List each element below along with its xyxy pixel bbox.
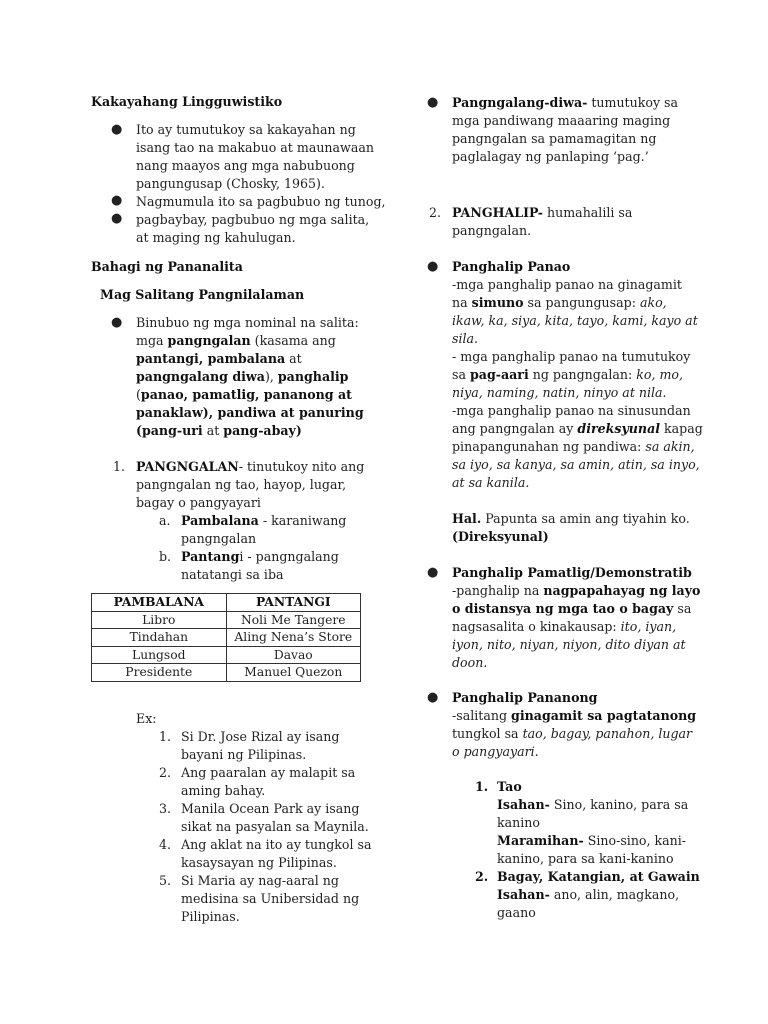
bullet-icon: ● xyxy=(111,122,123,137)
bullet-icon: ● xyxy=(111,193,123,208)
table-row xyxy=(92,629,361,647)
table-cell: Tindahan xyxy=(92,629,227,647)
table-cell: Libro xyxy=(92,611,227,629)
table-row xyxy=(92,664,361,682)
list-number: 2. xyxy=(475,869,489,884)
example-item: Si Dr. Jose Rizal ay isang bayani ng Pilipinas. xyxy=(181,729,340,762)
example-item: Manila Ocean Park ay isang sikat na pasyalan sa Maynila. xyxy=(181,801,369,834)
panghalip-definition: PANGHALIP- humahalili sa pangngalan. xyxy=(452,205,633,238)
list-number: 2. xyxy=(429,205,442,220)
heading-kakayahang-lingguwistiko: Kakayahang Lingguwistiko xyxy=(91,94,283,109)
table-cell: Aling Nena’s Store xyxy=(226,629,360,647)
pambalana-pantangi-table xyxy=(91,593,361,682)
table-cell: Lungsod xyxy=(92,646,227,664)
list-number: 5. xyxy=(159,873,172,888)
examples-label: Ex: xyxy=(136,711,157,726)
list-number: 1. xyxy=(475,779,489,794)
bullet-icon: ● xyxy=(111,211,123,226)
pangngalan-definition: PANGNGALAN- tinutukoy nito ang pangngalan ng tao, hayop, lugar, bagay o pangyayari xyxy=(136,459,365,510)
table-cell: Manuel Quezon xyxy=(226,664,360,682)
example-item: Ang aklat na ito ay tungkol sa kasaysayan ng Pilipinas. xyxy=(181,837,372,870)
table-cell: Presidente xyxy=(92,664,227,682)
bullet-icon: ● xyxy=(427,690,439,705)
panghalip-pananong-section: Panghalip Pananong -salitang ginagamit sa pagtatanong tungkol sa tao, bagay, panahon, lugar o pangyayari. xyxy=(452,690,697,759)
parts-of-speech-bullet: Binubuo ng mga nominal na salita: mga pangngalan (kasama ang pantangi, pambalana at pangngalang diwa), panghalip (panao, pamatlig, pananong at panaklaw), pandiwa at panuring (pang-uri at pang-abay) xyxy=(136,315,364,438)
table-header: PANTANGI xyxy=(226,594,360,612)
table-cell: Davao xyxy=(226,646,360,664)
panghalip-panao-section: Panghalip Panao -mga panghalip panao na ginagamit na simuno sa pangungusap: ako, ikaw, ka, siya, kita, tayo, kami, kayo at sila. - mga panghalip panao na tumutukoy sa pag-aari ng pangngalan: ko, mo, niya, naming, natin, ninyo at nila. -mga panghalip panao na sinusundan ang pangngalan ay direksyunal kapag pinapangunahan ng pandiwa: sa akin, sa iyo, sa kanya, sa amin, atin, sa inyo, at sa kanila. xyxy=(452,259,703,490)
pantangi-definition: Pantangi - pangngalang natatangi sa iba xyxy=(181,549,339,582)
bullet-icon: ● xyxy=(427,259,439,274)
pananong-tao: Tao Isahan- Sino, kanino, para sa kanino Maramihan- Sino-sino, kani- kanino, para sa kani-kanino xyxy=(497,779,689,866)
bullet-icon: ● xyxy=(427,565,439,580)
intro-bullet-2: Nagmumula ito sa pagbubuo ng tunog, xyxy=(136,194,386,209)
example-item: Ang paaralan ay malapit sa aming bahay. xyxy=(181,765,356,798)
panghalip-pamatlig-section: Panghalip Pamatlig/Demonstratib -panghalip na nagpapahayag ng layo o distansya ng mga tao o bagay sa nagsasalita o kinakausap: ito, iyan, iyon, nito, niyan, niyon, dito diyan at doon. xyxy=(452,565,701,670)
list-marker: a. xyxy=(159,513,171,528)
intro-bullet-3: pagbaybay, pagbubuo ng mga salita, at maging ng kahulugan. xyxy=(136,212,370,245)
list-number: 1. xyxy=(113,459,126,474)
pangngalang-diwa-definition: Pangngalang-diwa- tumutukoy sa mga pandiwang maaaring maging pangngalan sa pamamagitan ng paglalagay ng panlaping ‘pag.’ xyxy=(452,95,679,164)
example-item: Si Maria ay nag-aaral ng medisina sa Unibersidad ng Pilipinas. xyxy=(181,873,360,924)
pambalana-definition: Pambalana - karaniwang pangngalan xyxy=(181,513,347,546)
panao-example: Hal. Papunta sa amin ang tiyahin ko. (Direksyunal) xyxy=(452,511,690,544)
table-row xyxy=(92,646,361,664)
table-row xyxy=(92,611,361,629)
table-cell: Noli Me Tangere xyxy=(226,611,360,629)
list-number: 3. xyxy=(159,801,172,816)
bullet-icon: ● xyxy=(427,95,439,110)
section-title: Bahagi ng Pananalita xyxy=(91,259,243,274)
list-number: 1. xyxy=(159,729,172,744)
pananong-bagay: Bagay, Katangian, at Gawain Isahan- ano, alin, magkano, gaano xyxy=(497,869,700,920)
table-header-row xyxy=(92,594,361,612)
bullet-icon: ● xyxy=(111,315,123,330)
list-number: 4. xyxy=(159,837,172,852)
list-number: 2. xyxy=(159,765,172,780)
list-marker: b. xyxy=(159,549,172,564)
intro-bullet-1: Ito ay tumutukoy sa kakayahan ng isang tao na makabuo at maunawaan nang maayos ang mga nabubuong pangungusap (Chosky, 1965). xyxy=(136,122,374,191)
subsection-title: Mag Salitang Pangnilalaman xyxy=(100,287,305,302)
table-header: PAMBALANA xyxy=(92,594,227,612)
